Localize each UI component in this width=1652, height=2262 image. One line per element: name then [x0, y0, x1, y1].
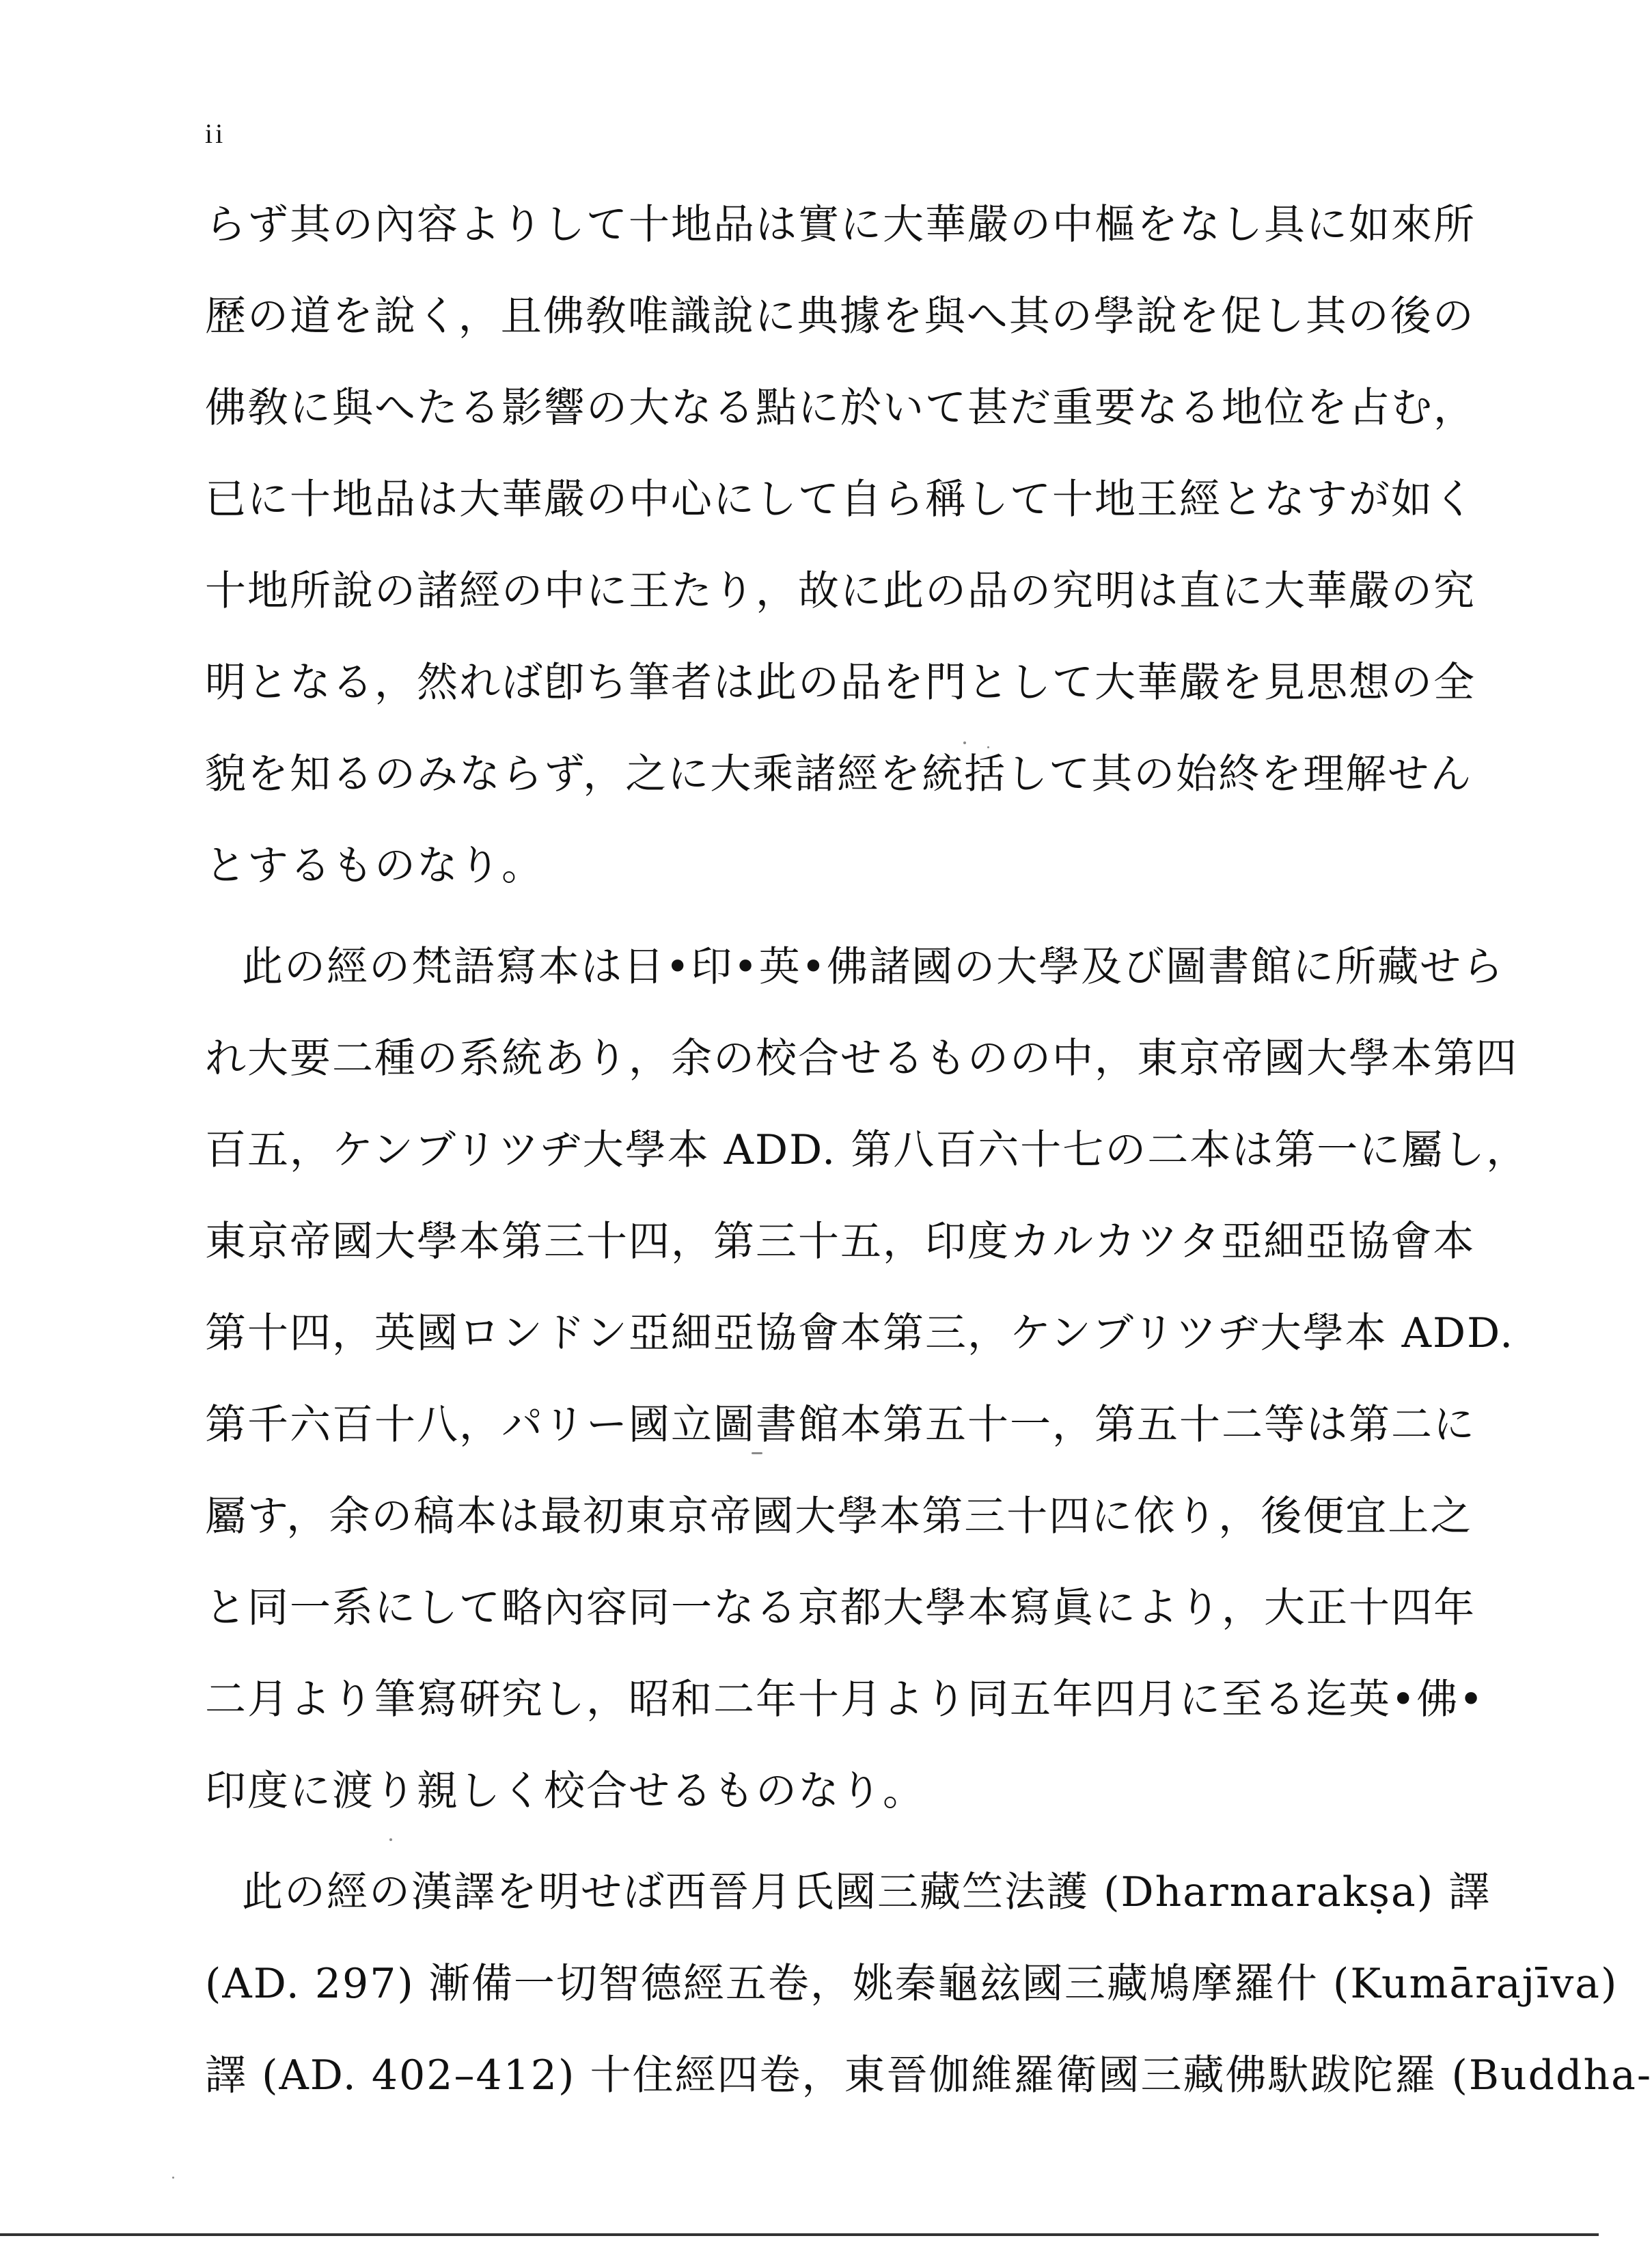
- text-line: 此の經の漢譯を明せば西晉月氏國三藏竺法護 (Dharmarakṣa) 譯: [242, 1868, 1491, 1916]
- paragraph-2: [205, 921, 1529, 1837]
- text-line: (AD. 297) 漸備一切智德經五卷，姚秦龜玆國三藏鳩摩羅什 (Kumārajīva): [205, 1960, 1619, 2008]
- text-line: 屬す，余の稿本は最初東京帝國大學本第三十四に依り，後便宜上之: [205, 1493, 1473, 1540]
- text-line: れ大要二種の系統あり，余の校合せるものの中，東京帝國大學本第四: [205, 1035, 1518, 1082]
- text-line: 已に十地品は大華嚴の中心にして自ら稱して十地王經となすが如く: [205, 476, 1476, 523]
- body-text: [205, 179, 1652, 2121]
- text-line: 歷の道を說く，且佛敎唯識說に典據を與へ其の學說を促し其の後の: [205, 292, 1475, 340]
- bottom-rule: [0, 2233, 1599, 2236]
- scan-speck: [963, 741, 966, 744]
- text-line: 二月より筆寫硏究し，昭和二年十月より同五年四月に至る迄英•佛•: [205, 1676, 1485, 1723]
- text-line: 第千六百十八，パリー國立圖書館本第五十一，第五十二等は第二に: [205, 1401, 1476, 1449]
- text-line: 佛敎に與へたる影響の大なる點に於いて甚だ重要なる地位を占む，: [205, 384, 1476, 432]
- paragraph-3: [205, 1847, 1652, 2121]
- text-line: 百五，ケンブリツヂ大學本 ADD. 第八百六十七の二本は第一に屬し，: [205, 1126, 1529, 1174]
- page-number: ii: [205, 118, 226, 149]
- text-line: 印度に渡り親しく校合せるものなり。: [205, 1767, 925, 1815]
- paragraph-1: [205, 179, 1476, 912]
- text-line: らず其の內容よりして十地品は實に大華嚴の中樞をなし具に如來所: [205, 201, 1476, 249]
- scan-speck: [172, 2177, 174, 2179]
- text-line: 譯 (AD. 402–412) 十住經四卷，東晉伽維羅衛國三藏佛馱跋陀羅 (Buddha-: [205, 2052, 1652, 2099]
- scan-speck: [389, 1838, 392, 1841]
- text-line: 東京帝國大學本第三十四，第三十五，印度カルカツタ亞細亞協會本: [205, 1218, 1476, 1266]
- scan-speck: [987, 746, 989, 748]
- text-line: 此の經の梵語寫本は日•印•英•佛諸國の大學及び圖書館に所藏せら: [242, 943, 1505, 991]
- text-line: 貌を知るのみならず，之に大乘諸經を統括して其の始終を理解せん: [205, 750, 1473, 798]
- text-line: 明となる，然れば卽ち筆者は此の品を門として大華嚴を見思想の全: [205, 659, 1476, 707]
- text-line: 十地所說の諸經の中に王たり，故に此の品の究明は直に大華嚴の究: [205, 567, 1476, 615]
- text-line: とするものなり。: [205, 842, 544, 890]
- text-line: と同一系にして略內容同一なる京都大學本寫眞により，大正十四年: [205, 1584, 1476, 1632]
- scan-speck: [752, 1452, 762, 1454]
- text-line: 第十四，英國ロンドン亞細亞協會本第三，ケンブリツヂ大學本 ADD.: [205, 1309, 1515, 1357]
